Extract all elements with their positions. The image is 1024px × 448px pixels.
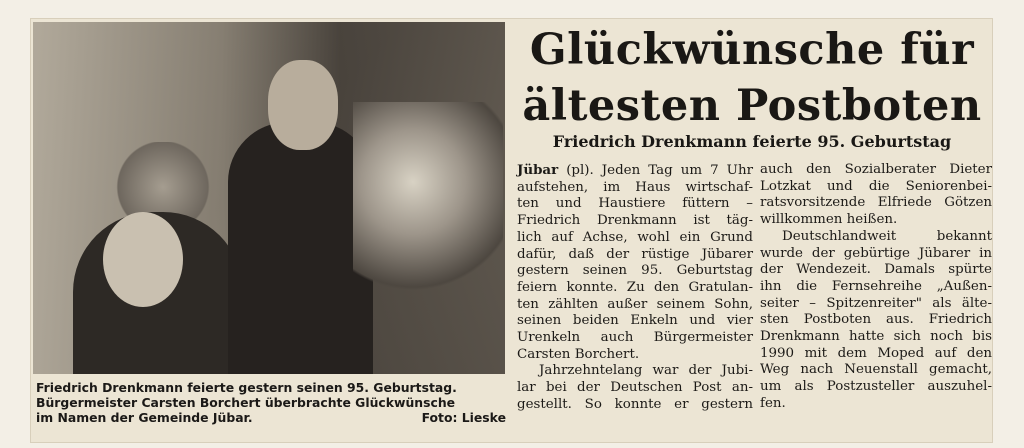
article-line: lar bei der Deutschen Post an-	[517, 380, 753, 396]
article-line: Deutschlandweit bekannt	[782, 228, 992, 244]
caption-line-2: Bürgermeister Carsten Borchert überbrachte Glückwünsche	[36, 395, 456, 410]
article-column-2	[760, 162, 992, 413]
headline-line-2: ältesten Postboten	[522, 81, 982, 131]
photo-mayor	[228, 122, 373, 374]
photo-elderly-man-head	[103, 212, 183, 307]
caption-line-3	[36, 410, 506, 425]
photo-flower-bouquet	[353, 102, 503, 302]
subheadline: Friedrich Drenkmann feierte 95. Geburtstag	[552, 132, 952, 151]
article-line: dafür, daß der rüstige Jübarer	[517, 246, 753, 262]
article-line: auch den Sozialberater Dieter	[760, 162, 992, 177]
article-line: lich auf Achse, wohl ein Grund	[517, 229, 753, 245]
article-line: ten und Haustiere füttern –	[517, 196, 753, 212]
article-line: aufstehen, im Haus wirtschaf-	[517, 179, 753, 195]
article-column-1	[517, 162, 753, 414]
article-line: ratsvorsitzende Elfriede Götzen	[760, 195, 992, 211]
article-line: ten zählten außer seinem Sohn,	[517, 296, 753, 312]
photo-mayor-head	[268, 60, 338, 150]
article-line: um als Postzusteller auszuhel-	[760, 379, 992, 395]
article-dateline: Jübar	[517, 162, 559, 178]
headline	[512, 22, 992, 134]
photo-credit: Foto: Lieske	[421, 410, 506, 425]
article-line: Drenkmann hatte sich noch bis	[760, 329, 992, 345]
article-line: feiern konnte. Zu den Gratulan-	[517, 279, 753, 295]
headline-line-1: Glückwünsche für	[529, 25, 975, 75]
article-line: Jübar (pl). Jeden Tag um 7 Uhr	[517, 162, 753, 178]
article-line: ihn die Fernsehreihe „Außen-	[760, 278, 992, 294]
article-line: wurde der gebürtige Jübarer in	[760, 245, 992, 261]
article-line: willkommen heißen.	[760, 212, 898, 228]
caption-line-3-text: im Namen der Gemeinde Jübar.	[36, 410, 253, 425]
article-line: Weg nach Neuenstall gemacht,	[760, 362, 992, 378]
article-line: seinen beiden Enkeln und vier	[517, 313, 753, 329]
article-line: gestern seinen 95. Geburtstag	[517, 263, 753, 279]
article-line: Lotzkat und die Seniorenbei-	[760, 178, 992, 194]
photo-caption	[36, 380, 506, 425]
article-photo	[33, 22, 505, 374]
article-line: 1990 mit dem Moped auf den	[760, 345, 992, 361]
article-line: Carsten Borchert.	[517, 346, 640, 362]
article-line: seiter – Spitzenreiter" als älte-	[760, 295, 992, 311]
article-line: fen.	[760, 395, 786, 411]
caption-line-1: Friedrich Drenkmann feierte gestern seinen 95. Geburtstag.	[36, 380, 457, 395]
article-line: Urenkeln auch Bürgermeister	[517, 330, 753, 346]
article-line: gestellt. So konnte er gestern	[517, 396, 753, 412]
article-line: Friedrich Drenkmann ist täg-	[517, 213, 753, 229]
article-line: der Wendezeit. Damals spürte	[760, 262, 992, 278]
article-line: sten Postboten aus. Friedrich	[760, 312, 992, 328]
article-line: Jahrzehntelang war der Jubi-	[539, 363, 753, 379]
